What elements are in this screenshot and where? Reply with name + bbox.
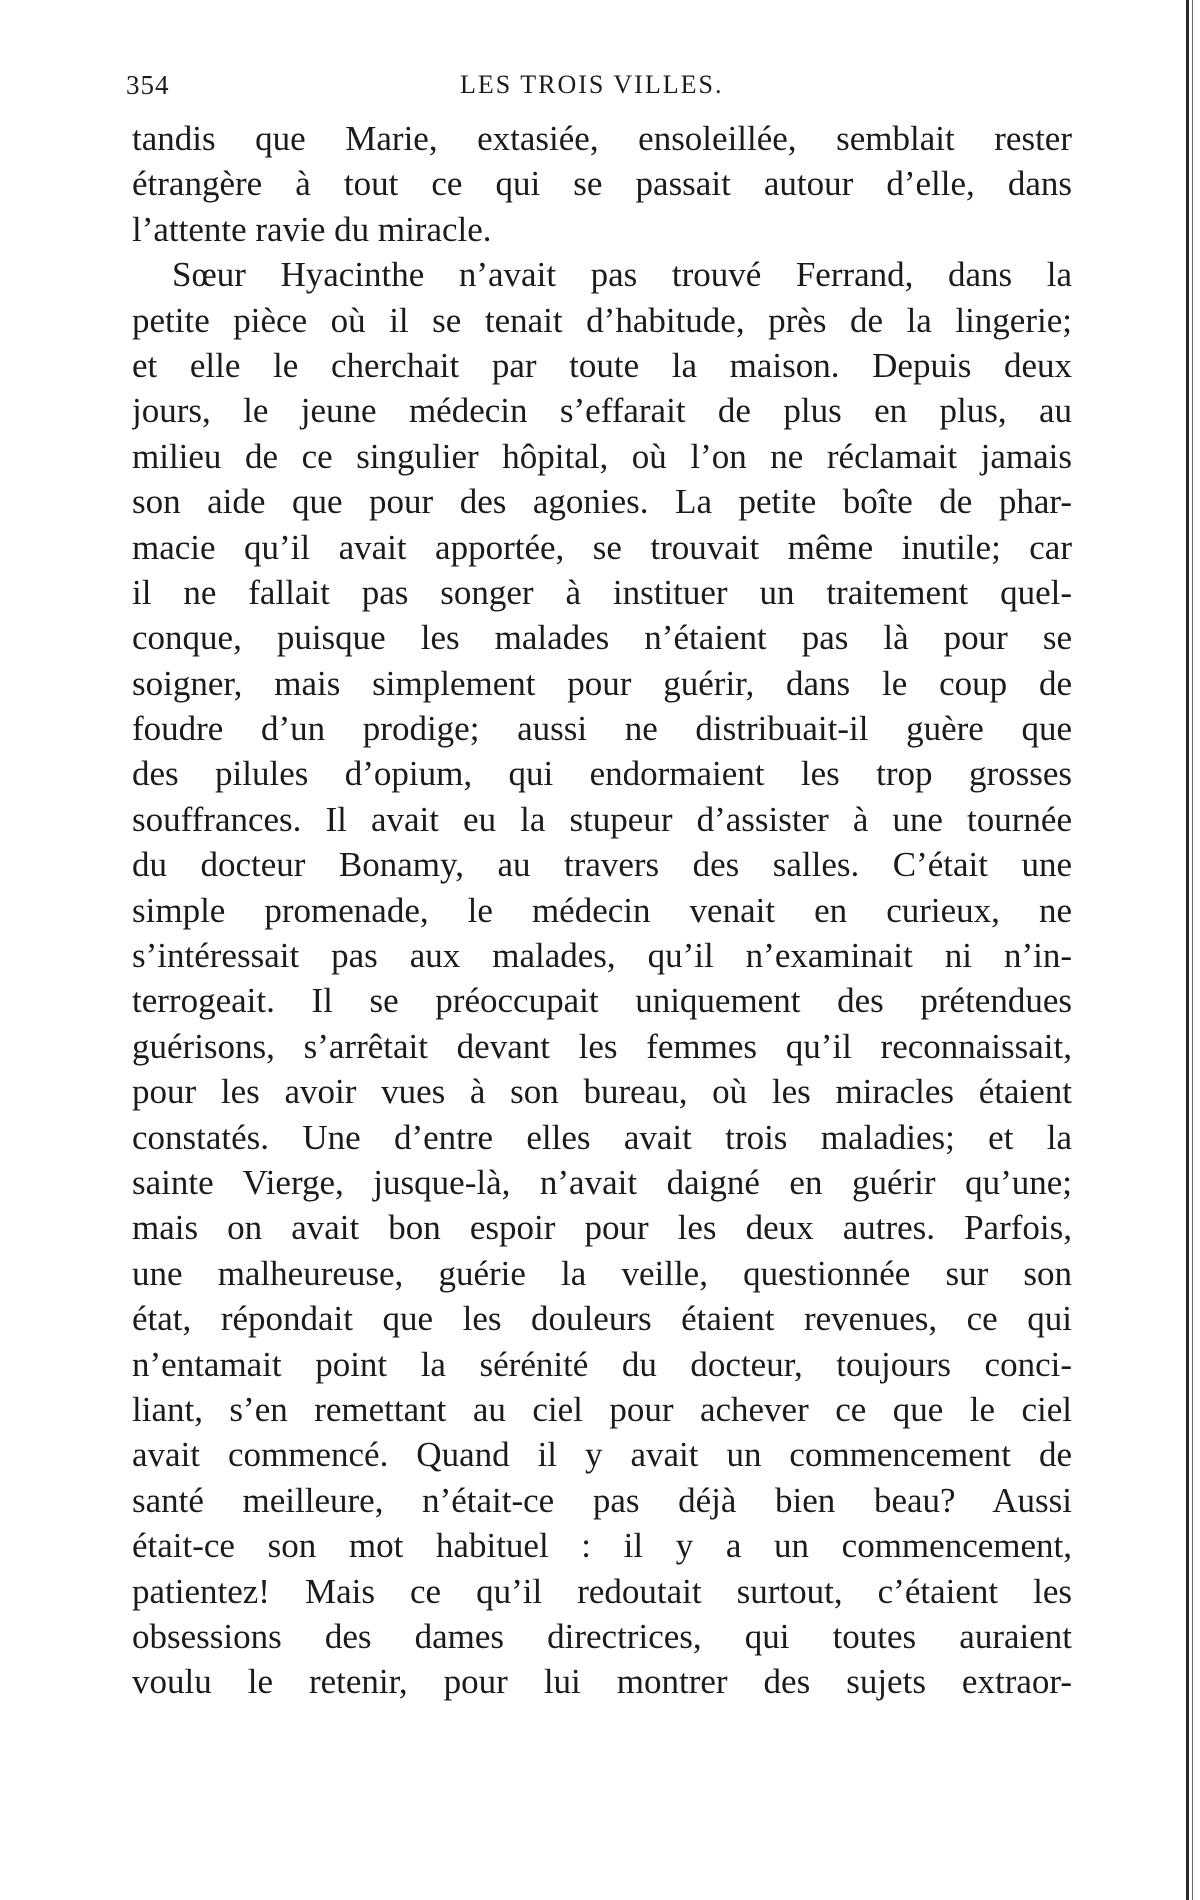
- text-line: il ne fallait pas songer à instituer un traitement quel-: [132, 572, 1072, 612]
- text-line: était-ce son mot habituel : il y a un commencement,: [132, 1526, 1072, 1566]
- text-line: voulu le retenir, pour lui montrer des sujets extraor-: [132, 1662, 1072, 1702]
- text-line: obsessions des dames directrices, qui toutes auraient: [132, 1616, 1072, 1656]
- text-line: constatés. Une d’entre elles avait trois maladies; et la: [132, 1117, 1072, 1157]
- running-header: [126, 70, 1070, 110]
- text-line: pour les avoir vues à son bureau, où les miracles étaient: [132, 1072, 1072, 1112]
- page-gutter-shadow: [1192, 0, 1193, 1900]
- text-line: macie qu’il avait apportée, se trouvait même inutile; car: [132, 527, 1072, 567]
- body-text: [132, 116, 1072, 1705]
- text-line: jours, le jeune médecin s’effarait de plus en plus, au: [132, 391, 1072, 431]
- text-line: s’intéressait pas aux malades, qu’il n’examinait ni n’in-: [132, 936, 1072, 976]
- text-line: une malheureuse, guérie la veille, questionnée sur son: [132, 1253, 1072, 1293]
- text-line: avait commencé. Quand il y avait un commencement de: [132, 1435, 1072, 1475]
- text-line: tandis que Marie, extasiée, ensoleillée, semblait rester: [132, 119, 1072, 158]
- text-line: terrogeait. Il se préoccupait uniquement des prétendues: [132, 981, 1072, 1021]
- text-line: soigner, mais simplement pour guérir, dans le coup de: [132, 663, 1072, 703]
- text-line: foudre d’un prodige; aussi ne distribuait-il guère que: [132, 709, 1072, 749]
- text-line: étrangère à tout ce qui se passait autour d’elle, dans: [132, 164, 1072, 204]
- text-line: son aide que pour des agonies. La petite boîte de phar-: [132, 482, 1072, 522]
- text-line: état, répondait que les douleurs étaient revenues, ce qui: [132, 1299, 1072, 1339]
- text-line: l’attente ravie du miracle.: [132, 209, 492, 249]
- page-gutter-edge: [1186, 0, 1189, 1900]
- text-line: n’entamait point la sérénité du docteur, toujours conci-: [132, 1344, 1072, 1384]
- text-line: simple promenade, le médecin venait en curieux, ne: [132, 890, 1072, 930]
- text-line: liant, s’en remettant au ciel pour achever ce que le ciel: [132, 1389, 1072, 1429]
- text-line: et elle le cherchait par toute la maison. Depuis deux: [132, 345, 1072, 385]
- text-line: du docteur Bonamy, au travers des salles. C’était une: [132, 845, 1072, 885]
- text-line: souffrances. Il avait eu la stupeur d’assister à une tournée: [132, 799, 1072, 839]
- paragraph-start-line: Sœur Hyacinthe n’avait pas trouvé Ferrand, dans la: [172, 255, 1072, 295]
- text-line: des pilules d’opium, qui endormaient les trop grosses: [132, 754, 1072, 794]
- text-line: guérisons, s’arrêtait devant les femmes qu’il reconnaissait,: [132, 1026, 1072, 1066]
- running-title: LES TROIS VILLES.: [460, 70, 724, 99]
- text-line: patientez! Mais ce qu’il redoutait surtout, c’étaient les: [132, 1571, 1072, 1611]
- text-line: conque, puisque les malades n’étaient pas là pour se: [132, 618, 1072, 658]
- text-line: petite pièce où il se tenait d’habitude, près de la lingerie;: [132, 300, 1072, 340]
- text-line: milieu de ce singulier hôpital, où l’on ne réclamait jamais: [132, 436, 1072, 476]
- text-line: santé meilleure, n’était-ce pas déjà bien beau? Aussi: [132, 1480, 1072, 1520]
- text-line: sainte Vierge, jusque-là, n’avait daigné en guérir qu’une;: [132, 1162, 1072, 1202]
- page-number: 354: [126, 70, 170, 100]
- text-line: mais on avait bon espoir pour les deux autres. Parfois,: [132, 1208, 1072, 1248]
